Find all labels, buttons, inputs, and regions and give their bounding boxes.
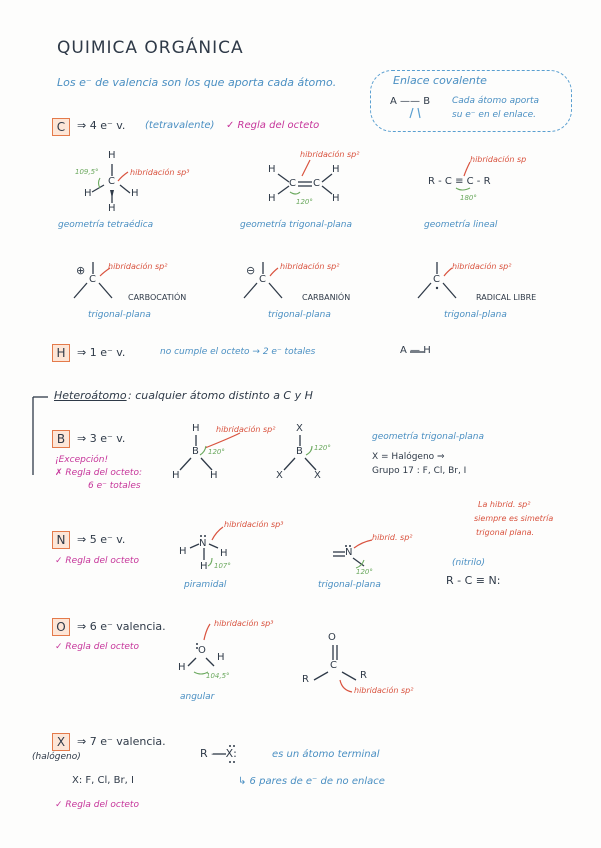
hydrogen-bond: A — H: [400, 345, 431, 356]
nitrogen1-h1: H: [179, 546, 187, 557]
radical-c: C: [433, 274, 440, 285]
covalent-desc1: Cada átomo aporta: [452, 96, 540, 106]
radical-hyb: hibridación sp²: [452, 262, 512, 271]
nitrogen-angle2: 120°: [356, 568, 373, 576]
halogen-octet: ✓ Regla del octeto: [55, 800, 139, 810]
halogen-formula: R — X:: [200, 747, 237, 760]
covalent-desc2: su e⁻ en el enlace.: [452, 110, 537, 120]
carbon-octet: ✓ Regla del octeto: [226, 120, 320, 131]
boron-hal1: X = Halógeno ⇒: [372, 452, 445, 462]
nitrogen-geom2: trigonal-plana: [318, 580, 381, 590]
tetra-h-right: H: [131, 188, 139, 199]
halogen-box: X: [52, 733, 70, 751]
oxygen-hyb2: hibridación sp²: [354, 686, 414, 695]
anion-geom: trigonal-plana: [268, 310, 331, 320]
boron2-x1: X: [296, 423, 303, 434]
nitrilo-label: (nitrilo): [452, 558, 485, 568]
trig-geom: geometría trigonal-plana: [240, 220, 353, 230]
nitrogen-text: ⇒ 5 e⁻ v.: [77, 533, 126, 546]
boron1-h3: H: [210, 470, 218, 481]
anion-name: CARBANIÓN: [302, 293, 351, 302]
boron1-b: B: [192, 446, 199, 457]
nitrogen-hyb1: hibridación sp³: [224, 520, 284, 529]
oxygen1-o: O: [198, 645, 206, 656]
oxygen-angle: 104,5°: [206, 672, 230, 680]
nitrogen1-h2: H: [220, 548, 228, 559]
covalent-bond: A —— B: [390, 96, 431, 107]
trig-h1: H: [268, 164, 276, 175]
note-line3: trigonal plana.: [476, 528, 535, 537]
boron2-x3: X: [314, 470, 321, 481]
carbon-box: C: [52, 118, 70, 136]
boron-angle2: 120°: [314, 444, 331, 452]
hetero-def: : cualquier átomo distinto a C y H: [128, 389, 313, 402]
oxygen2-r2: R: [360, 670, 367, 681]
nitrogen-octet: ✓ Regla del octeto: [55, 556, 139, 566]
boron-text: ⇒ 3 e⁻ v.: [77, 432, 126, 445]
anion-hyb: hibridación sp²: [280, 262, 340, 271]
trig-angle: 120°: [296, 198, 313, 206]
tetra-h-bottom: H: [108, 203, 116, 214]
oxygen-hyb1: hibridación sp³: [214, 619, 274, 628]
trig-h3: H: [332, 164, 340, 175]
hydrogen-text: ⇒ 1 e⁻ v.: [77, 346, 126, 359]
intro-text: Los e⁻ de valencia son los que aporta cada átomo.: [57, 76, 337, 89]
oxygen2-c: C: [330, 660, 337, 671]
tetra-h-top: H: [108, 150, 116, 161]
lin-geom: geometría lineal: [424, 220, 498, 230]
nitrogen-box: N: [52, 531, 70, 549]
oxygen1-h1: H: [178, 662, 186, 673]
cation-c: C: [89, 274, 96, 285]
boron1-h2: H: [172, 470, 180, 481]
oxygen-text: ⇒ 6 e⁻ valencia.: [77, 620, 166, 633]
trig-c1: C: [289, 178, 296, 189]
nitrilo-formula: R - C ≡ N:: [446, 574, 501, 587]
nitrogen-hyb2: hibrid. sp²: [372, 533, 413, 542]
tetra-hyb: hibridación sp³: [130, 168, 190, 177]
anion-sign: ⊖: [246, 264, 256, 277]
cation-sign: ⊕: [76, 264, 86, 277]
cation-name: CARBOCATIÓN: [128, 293, 187, 302]
trig-c2: C: [313, 178, 320, 189]
trig-h4: H: [332, 193, 340, 204]
covalent-title: Enlace covalente: [393, 74, 487, 87]
note-line1: La hibrid. sp²: [478, 500, 531, 509]
radical-geom: trigonal-plana: [444, 310, 507, 320]
boron-rule2: 6 e⁻ totales: [88, 481, 141, 491]
nitrogen-angle1: 107°: [214, 562, 231, 570]
oxygen-octet: ✓ Regla del octeto: [55, 642, 139, 652]
lin-hyb: hibridación sp: [470, 155, 527, 164]
boron-geom: geometría trigonal-plana: [372, 432, 485, 442]
carbon-text: ⇒ 4 e⁻ v.: [77, 119, 126, 132]
boron-hyb: hibridación sp²: [216, 425, 276, 434]
halogen-paren: (halógeno): [32, 752, 81, 762]
lin-formula: R - C ≡ C - R: [428, 176, 491, 187]
trig-h2: H: [268, 193, 276, 204]
tetra-c: C: [108, 176, 115, 187]
nitrogen2-n: N: [345, 547, 353, 558]
boron-rule1: ✗ Regla del octeto:: [55, 468, 142, 478]
tetra-angle: 109,5°: [75, 168, 99, 176]
oxygen2-r1: R: [302, 674, 309, 685]
boron2-x2: X: [276, 470, 283, 481]
boron-angle1: 120°: [208, 448, 225, 456]
nitrogen1-n: N: [199, 538, 207, 549]
oxygen-geom: angular: [180, 692, 215, 702]
boron2-b: B: [296, 446, 303, 457]
tetra-h-left: H: [84, 188, 92, 199]
hydrogen-rule: no cumple el octeto → 2 e⁻ totales: [160, 347, 316, 357]
nitrogen-geom1: piramidal: [184, 580, 227, 590]
boron-box: B: [52, 430, 70, 448]
oxygen1-h2: H: [217, 652, 225, 663]
radical-name: RADICAL LIBRE: [476, 293, 537, 302]
halogen-list: X: F, Cl, Br, I: [72, 775, 134, 786]
anion-c: C: [259, 274, 266, 285]
page-title: QUIMICA ORGÁNICA: [57, 38, 244, 58]
cation-geom: trigonal-plana: [88, 310, 151, 320]
tetra-geom: geometría tetraédica: [58, 220, 154, 230]
oxygen2-o: O: [328, 632, 336, 643]
lin-angle: 180°: [460, 194, 477, 202]
carbon-tetravalente: (tetravalente): [145, 120, 215, 131]
halogen-text: ⇒ 7 e⁻ valencia.: [77, 735, 166, 748]
trig-hyb: hibridación sp²: [300, 150, 360, 159]
oxygen-box: O: [52, 618, 70, 636]
nitrogen1-h3: H: [200, 561, 208, 572]
halogen-pairs: ↳ 6 pares de e⁻ de no enlace: [238, 776, 385, 787]
note-line2: siempre es simetría: [474, 514, 554, 523]
hydrogen-box: H: [52, 344, 70, 362]
boron1-h1: H: [192, 423, 200, 434]
halogen-terminal: es un átomo terminal: [272, 749, 380, 760]
cation-hyb: hibridación sp²: [108, 262, 168, 271]
hetero-label: Heteroátomo: [54, 389, 127, 402]
boron-hal2: Grupo 17 : F, Cl, Br, I: [372, 466, 467, 476]
boron-exc: ¡Excepción!: [55, 455, 109, 465]
